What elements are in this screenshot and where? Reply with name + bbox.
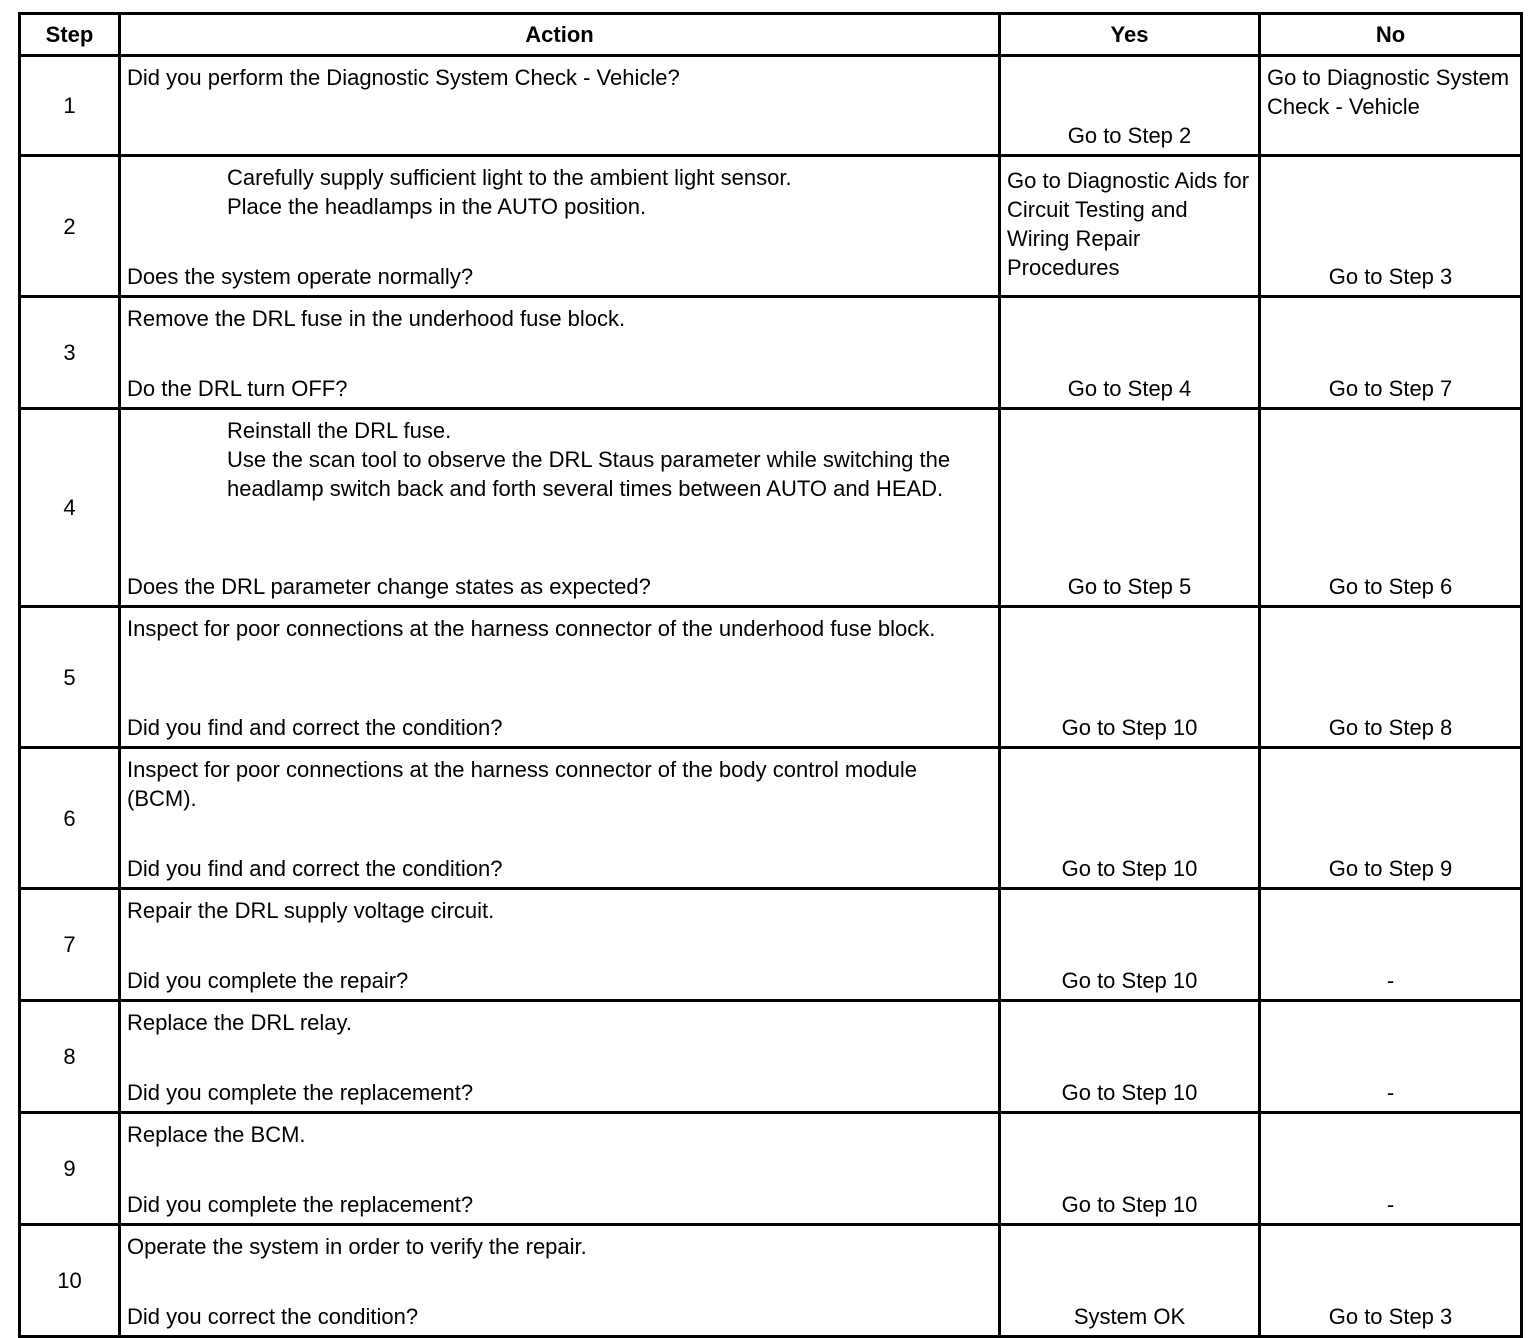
- action-question: Does the DRL parameter change states as expected?: [127, 574, 651, 599]
- action-text: Did you perform the Diagnostic System Check - Vehicle?: [127, 65, 680, 90]
- yes-cell: Go to Diagnostic Aids for Circuit Testing and Wiring Repair Procedures: [1000, 156, 1260, 297]
- action-question: Did you complete the replacement?: [127, 1192, 474, 1217]
- action-cell: [120, 56, 1000, 156]
- header-action: Action: [120, 14, 1000, 56]
- action-text: Use the scan tool to observe the DRL Staus parameter while switching the headlamp switch back and forth several times between AUTO and HEAD.: [227, 447, 951, 501]
- no-cell: Go to Step 3: [1260, 1225, 1522, 1337]
- action-question: Did you correct the condition?: [127, 1304, 419, 1329]
- header-yes: Yes: [1000, 14, 1260, 56]
- step-number: 3: [20, 297, 120, 409]
- yes-cell: Go to Step 10: [1000, 1001, 1260, 1113]
- table-row: [20, 297, 1522, 409]
- diagnostic-table: [18, 12, 1523, 1338]
- table-row: [20, 607, 1522, 748]
- step-number: 8: [20, 1001, 120, 1113]
- no-cell: Go to Step 7: [1260, 297, 1522, 409]
- no-cell: -: [1260, 1001, 1522, 1113]
- action-text: Inspect for poor connections at the harness connector of the body control module (BCM).: [127, 757, 918, 811]
- action-cell: [120, 156, 1000, 297]
- table-row: [20, 748, 1522, 889]
- no-cell: Go to Step 3: [1260, 156, 1522, 297]
- header-row: [20, 14, 1522, 56]
- action-cell: [120, 607, 1000, 748]
- no-cell: Go to Step 6: [1260, 409, 1522, 607]
- yes-cell: Go to Step 10: [1000, 889, 1260, 1001]
- table-row: [20, 889, 1522, 1001]
- action-text: Reinstall the DRL fuse.: [227, 418, 452, 443]
- action-text: Inspect for poor connections at the harness connector of the underhood fuse block.: [127, 616, 936, 641]
- action-question: Did you complete the repair?: [127, 968, 409, 993]
- action-cell: [120, 1001, 1000, 1113]
- action-question: Do the DRL turn OFF?: [127, 376, 348, 401]
- table-row: [20, 409, 1522, 607]
- yes-cell: Go to Step 10: [1000, 607, 1260, 748]
- action-question: Did you complete the replacement?: [127, 1080, 474, 1105]
- table-row: [20, 1225, 1522, 1337]
- no-cell: -: [1260, 889, 1522, 1001]
- yes-cell: Go to Step 10: [1000, 1113, 1260, 1225]
- action-text: Place the headlamps in the AUTO position.: [227, 194, 647, 219]
- step-number: 9: [20, 1113, 120, 1225]
- action-text: Remove the DRL fuse in the underhood fuse block.: [127, 306, 626, 331]
- action-question: Does the system operate normally?: [127, 264, 474, 289]
- step-number: 10: [20, 1225, 120, 1337]
- action-cell: [120, 889, 1000, 1001]
- no-cell: Go to Step 8: [1260, 607, 1522, 748]
- step-number: 5: [20, 607, 120, 748]
- action-text: Repair the DRL supply voltage circuit.: [127, 898, 495, 923]
- action-cell: [120, 409, 1000, 607]
- action-question: Did you find and correct the condition?: [127, 856, 503, 881]
- yes-cell: Go to Step 5: [1000, 409, 1260, 607]
- table-row: [20, 1001, 1522, 1113]
- step-number: 1: [20, 56, 120, 156]
- step-number: 4: [20, 409, 120, 607]
- yes-cell: Go to Step 2: [1000, 56, 1260, 156]
- action-cell: [120, 297, 1000, 409]
- no-cell: Go to Step 9: [1260, 748, 1522, 889]
- action-text: Operate the system in order to verify the repair.: [127, 1234, 587, 1259]
- yes-cell: Go to Step 4: [1000, 297, 1260, 409]
- step-number: 7: [20, 889, 120, 1001]
- table-row: [20, 1113, 1522, 1225]
- action-question: Did you find and correct the condition?: [127, 715, 503, 740]
- step-number: 6: [20, 748, 120, 889]
- action-cell: [120, 748, 1000, 889]
- action-text: Carefully supply sufficient light to the ambient light sensor.: [227, 165, 792, 190]
- table-row: [20, 56, 1522, 156]
- no-cell: Go to Diagnostic System Check - Vehicle: [1260, 56, 1522, 156]
- step-number: 2: [20, 156, 120, 297]
- yes-cell: System OK: [1000, 1225, 1260, 1337]
- action-text: Replace the BCM.: [127, 1122, 306, 1147]
- table-row: [20, 156, 1522, 297]
- header-step: Step: [20, 14, 120, 56]
- action-cell: [120, 1113, 1000, 1225]
- action-cell: [120, 1225, 1000, 1337]
- no-cell: -: [1260, 1113, 1522, 1225]
- header-no: No: [1260, 14, 1522, 56]
- yes-cell: Go to Step 10: [1000, 748, 1260, 889]
- action-text: Replace the DRL relay.: [127, 1010, 352, 1035]
